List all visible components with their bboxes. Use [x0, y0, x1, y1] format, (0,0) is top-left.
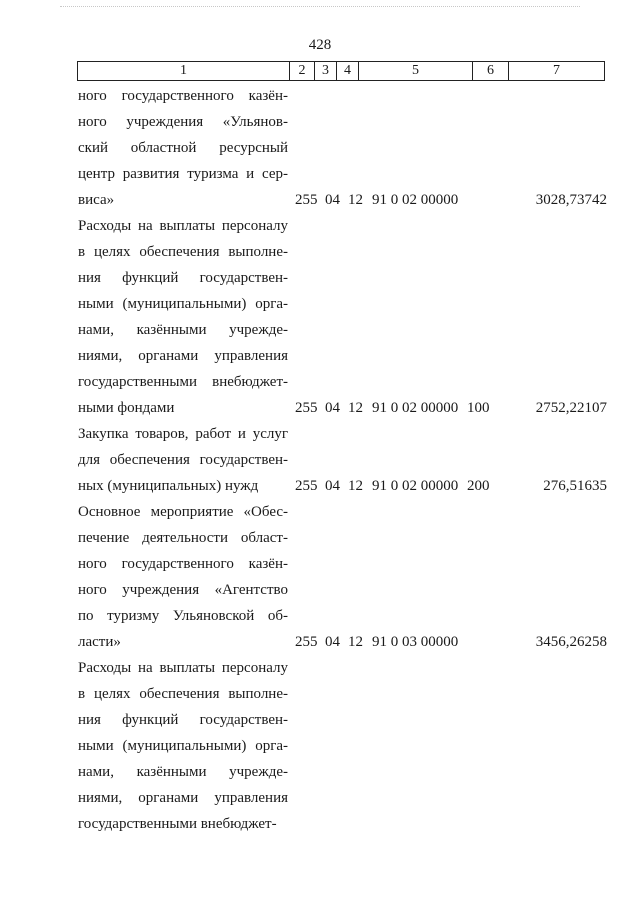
row-code-rz: 04 [325, 634, 340, 650]
row-description-line: ласти» [78, 634, 121, 650]
column-header-4: 4 [337, 62, 359, 81]
column-header-6: 6 [473, 62, 509, 81]
column-header-5: 5 [359, 62, 473, 81]
column-header-2: 2 [290, 62, 315, 81]
row-description-line: ниями, органами управления [78, 790, 288, 806]
row-description-line: центр развития туризма и сер- [78, 166, 288, 182]
row-code-rz: 04 [325, 400, 340, 416]
row-code-gr: 255 [295, 192, 318, 208]
row-description-line: ния функций государствен- [78, 712, 288, 728]
row-sum: 276,51635 [543, 478, 607, 494]
row-description-line: нами, казёнными учрежде- [78, 764, 288, 780]
row-code-pr: 12 [348, 634, 363, 650]
row-code-cs: 91 0 02 00000 [372, 400, 459, 416]
column-header-row [78, 62, 605, 81]
row-code-rz: 04 [325, 478, 340, 494]
row-code-pr: 12 [348, 192, 363, 208]
row-codes [0, 187, 640, 213]
column-header-table [77, 61, 605, 81]
row-code-pr: 12 [348, 478, 363, 494]
row-code-pr: 12 [348, 400, 363, 416]
row-description-line: ных (муниципальных) нужд [78, 478, 259, 494]
row-code-cs: 91 0 02 00000 [372, 478, 459, 494]
page-number: 428 [308, 37, 332, 53]
row-description-line: ного государственного казён- [78, 556, 288, 572]
row-description-line: ния функций государствен- [78, 270, 288, 286]
row-description-line: ными (муниципальными) орга- [78, 296, 288, 312]
row-description-line: Расходы на выплаты персоналу [78, 660, 288, 676]
row-description-line: по туризму Ульяновской об- [78, 608, 288, 624]
row-description-line: в целях обеспечения выполне- [78, 244, 288, 260]
column-header-3: 3 [315, 62, 337, 81]
table-row [0, 83, 640, 213]
column-header-1: 1 [78, 62, 290, 81]
table-row [0, 655, 640, 837]
row-codes [0, 395, 640, 421]
table-row [0, 499, 640, 655]
row-description-line: ного учреждения «Агентство [78, 582, 288, 598]
row-description-line: виса» [78, 192, 115, 208]
row-description-line: Расходы на выплаты персоналу [78, 218, 288, 234]
row-description-line: ными фондами [78, 400, 175, 416]
row-description-line: печение деятельности област- [78, 530, 288, 546]
row-code-cs: 91 0 02 00000 [372, 192, 459, 208]
row-description-line: Закупка товаров, работ и услуг [78, 426, 288, 442]
row-description-line: для обеспечения государствен- [78, 452, 288, 468]
row-description-line: ными (муниципальными) орга- [78, 738, 288, 754]
budget-rows [0, 83, 640, 837]
row-description-line: государственными внебюджет- [78, 816, 277, 832]
row-description-line: Основное мероприятие «Обес- [78, 504, 288, 520]
row-description-line: государственными внебюджет- [78, 374, 288, 390]
row-codes [0, 473, 640, 499]
row-description-line: ский областной ресурсный [78, 140, 288, 156]
row-code-cs: 91 0 03 00000 [372, 634, 459, 650]
row-description-line: в целях обеспечения выполне- [78, 686, 288, 702]
row-description-line: ниями, органами управления [78, 348, 288, 364]
row-description-line: нами, казёнными учрежде- [78, 322, 288, 338]
row-sum: 2752,22107 [535, 400, 607, 416]
row-codes [0, 811, 640, 837]
table-row [0, 213, 640, 421]
row-description-line: ного государственного казён- [78, 88, 288, 104]
row-code-vr: 100 [467, 400, 490, 416]
scan-artifact-line [60, 6, 580, 11]
row-sum: 3028,73742 [535, 192, 607, 208]
column-header-7: 7 [509, 62, 605, 81]
row-code-gr: 255 [295, 634, 318, 650]
row-code-rz: 04 [325, 192, 340, 208]
row-description-line: ного учреждения «Ульянов- [78, 114, 288, 130]
row-code-gr: 255 [295, 400, 318, 416]
row-codes [0, 629, 640, 655]
row-sum: 3456,26258 [535, 634, 607, 650]
row-code-vr: 200 [467, 478, 490, 494]
table-row [0, 421, 640, 499]
row-code-gr: 255 [295, 478, 318, 494]
